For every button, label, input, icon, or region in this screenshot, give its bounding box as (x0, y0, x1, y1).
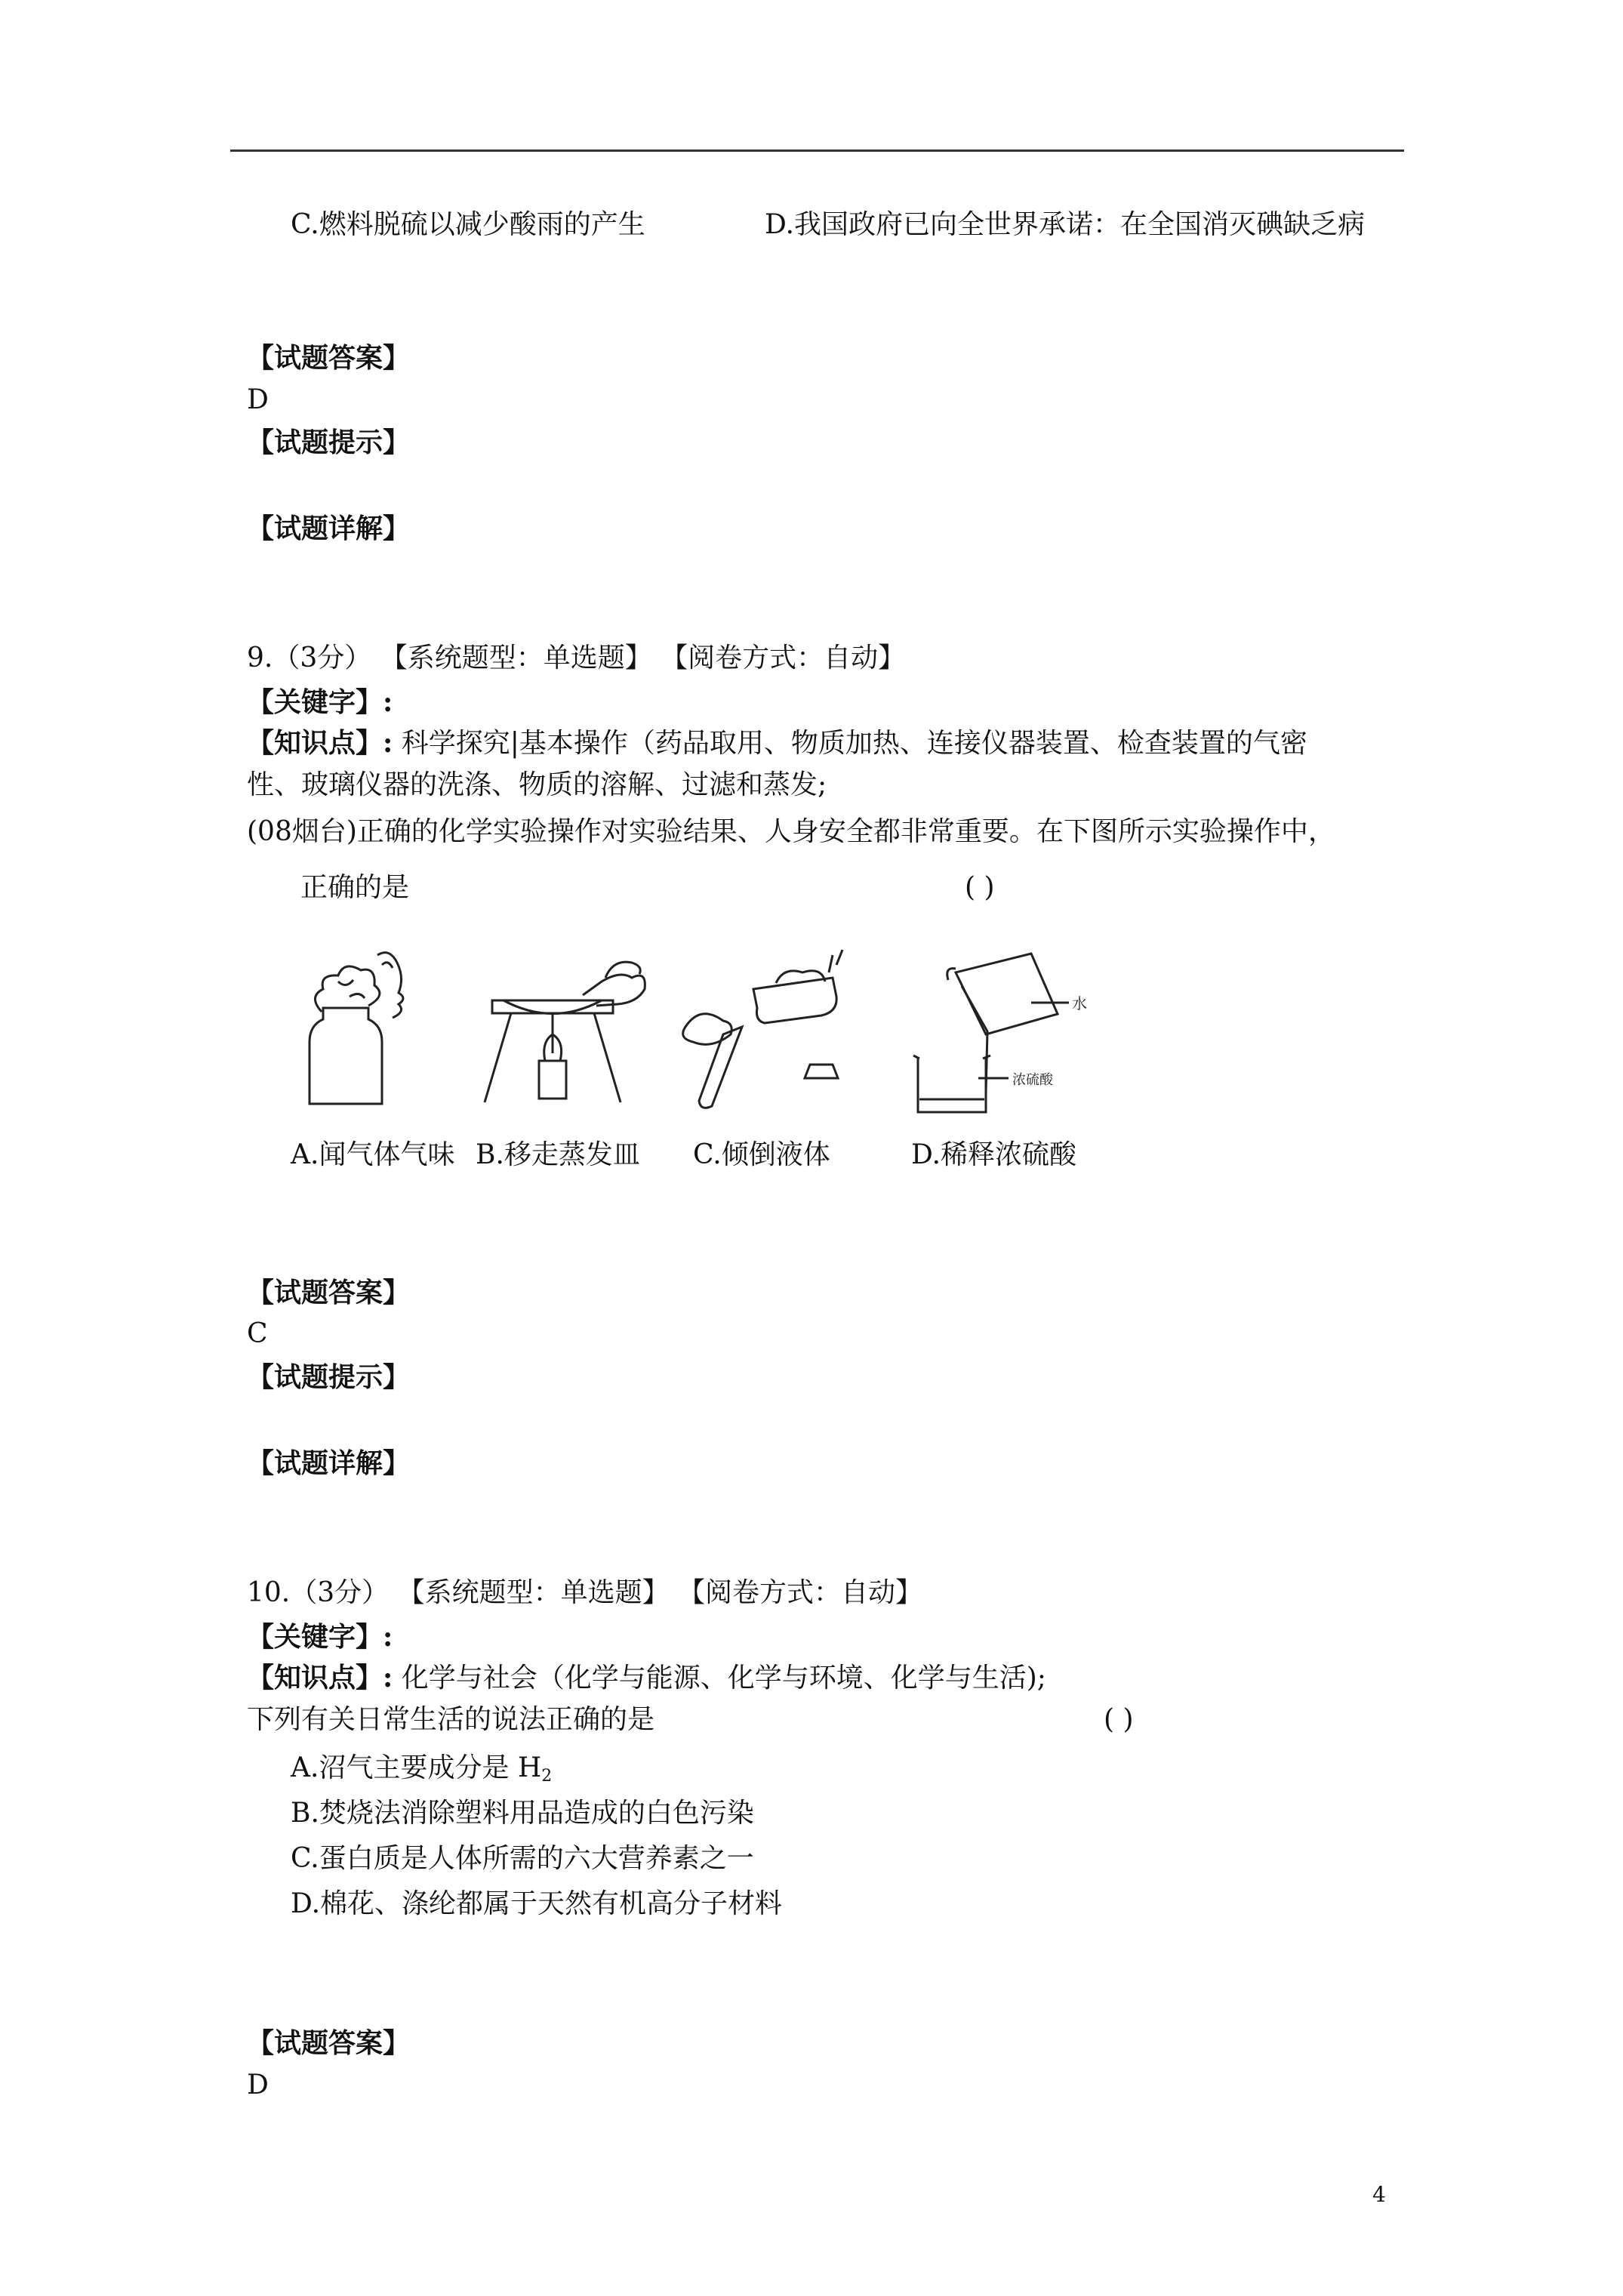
q10-knowledge (247, 1661, 1046, 1695)
q9-option-d: D.稀释浓硫酸 (911, 1139, 1077, 1170)
q9-header: 9.（3分） 【系统题型：单选题】 【阅卷方式：自动】 (247, 643, 906, 673)
q10-knowledge-text: 化学与社会（化学与能源、化学与环境、化学与生活); (393, 1663, 1046, 1693)
q10-answer: D (247, 2069, 269, 2100)
q8-answer: D (247, 384, 269, 415)
q9-option-c: C.倾倒液体 (693, 1139, 830, 1170)
figure-dilute-acid (903, 950, 1099, 1117)
figure-smell-gas (293, 936, 421, 1110)
q8-option-d: D.我国政府已向全世界承诺：在全国消灭碘缺乏病 (765, 209, 1366, 240)
q10-answer-label: 【试题答案】 (247, 2027, 411, 2059)
q10-option-b: B.焚烧法消除塑料用品造成的白色污染 (291, 1798, 754, 1829)
figure-evaporating-dish (470, 929, 651, 1110)
q9-stem-line2: 正确的是 (300, 872, 410, 903)
q9-answer-label: 【试题答案】 (247, 1277, 411, 1308)
figure-label-acid: 浓硫酸 (1012, 1072, 1053, 1088)
q9-knowledge-line1: 科学探究|基本操作（药品取用、物质加热、连接仪器装置、检查装置的气密 (393, 728, 1307, 759)
q9-knowledge (247, 726, 1307, 760)
q8-answer-label: 【试题答案】 (247, 342, 411, 374)
q8-hint-label: 【试题提示】 (247, 427, 411, 458)
q10-stem: 下列有关日常生活的说法正确的是 (247, 1704, 655, 1735)
page-number: 4 (1372, 2182, 1386, 2207)
q10-option-c: C.蛋白质是人体所需的六大营养素之一 (291, 1843, 754, 1874)
q9-hint-label: 【试题提示】 (247, 1361, 411, 1393)
q9-option-b: B.移走蒸发皿 (476, 1139, 640, 1170)
header-rule (230, 149, 1404, 152)
q8-detail-label: 【试题详解】 (247, 513, 411, 544)
q10-keyword-label: 【关键字】: (247, 1621, 393, 1653)
q9-detail-label: 【试题详解】 (247, 1447, 411, 1479)
q9-option-a: A.闻气体气味 (291, 1139, 455, 1170)
q10-option-a-text: A.沼气主要成分是 H (291, 1752, 542, 1783)
q9-keyword-label: 【关键字】: (247, 686, 393, 718)
q10-header: 10.（3分） 【系统题型：单选题】 【阅卷方式：自动】 (247, 1577, 923, 1608)
q10-answer-blank: ( ) (1104, 1704, 1134, 1735)
q10-knowledge-label: 【知识点】: (247, 1662, 393, 1693)
q9-knowledge-label: 【知识点】: (247, 727, 393, 759)
figure-pour-liquid (670, 936, 859, 1110)
figure-label-water: 水 (1072, 994, 1087, 1012)
q8-option-c: C.燃料脱硫以减少酸雨的产生 (291, 209, 645, 240)
q9-stem-line1: (08烟台)正确的化学实验操作对实验结果、人身安全都非常重要。在下图所示实验操作中， (247, 816, 1335, 847)
q10-option-a (291, 1752, 552, 1793)
q9-answer-blank: ( ) (965, 872, 995, 903)
q10-option-a-subscript: 2 (541, 1767, 553, 1786)
q9-answer: C (247, 1318, 268, 1349)
q10-option-d: D.棉花、涤纶都属于天然有机高分子材料 (291, 1888, 783, 1919)
q9-knowledge-line2: 性、玻璃仪器的洗涤、物质的溶解、过滤和蒸发; (247, 769, 827, 800)
